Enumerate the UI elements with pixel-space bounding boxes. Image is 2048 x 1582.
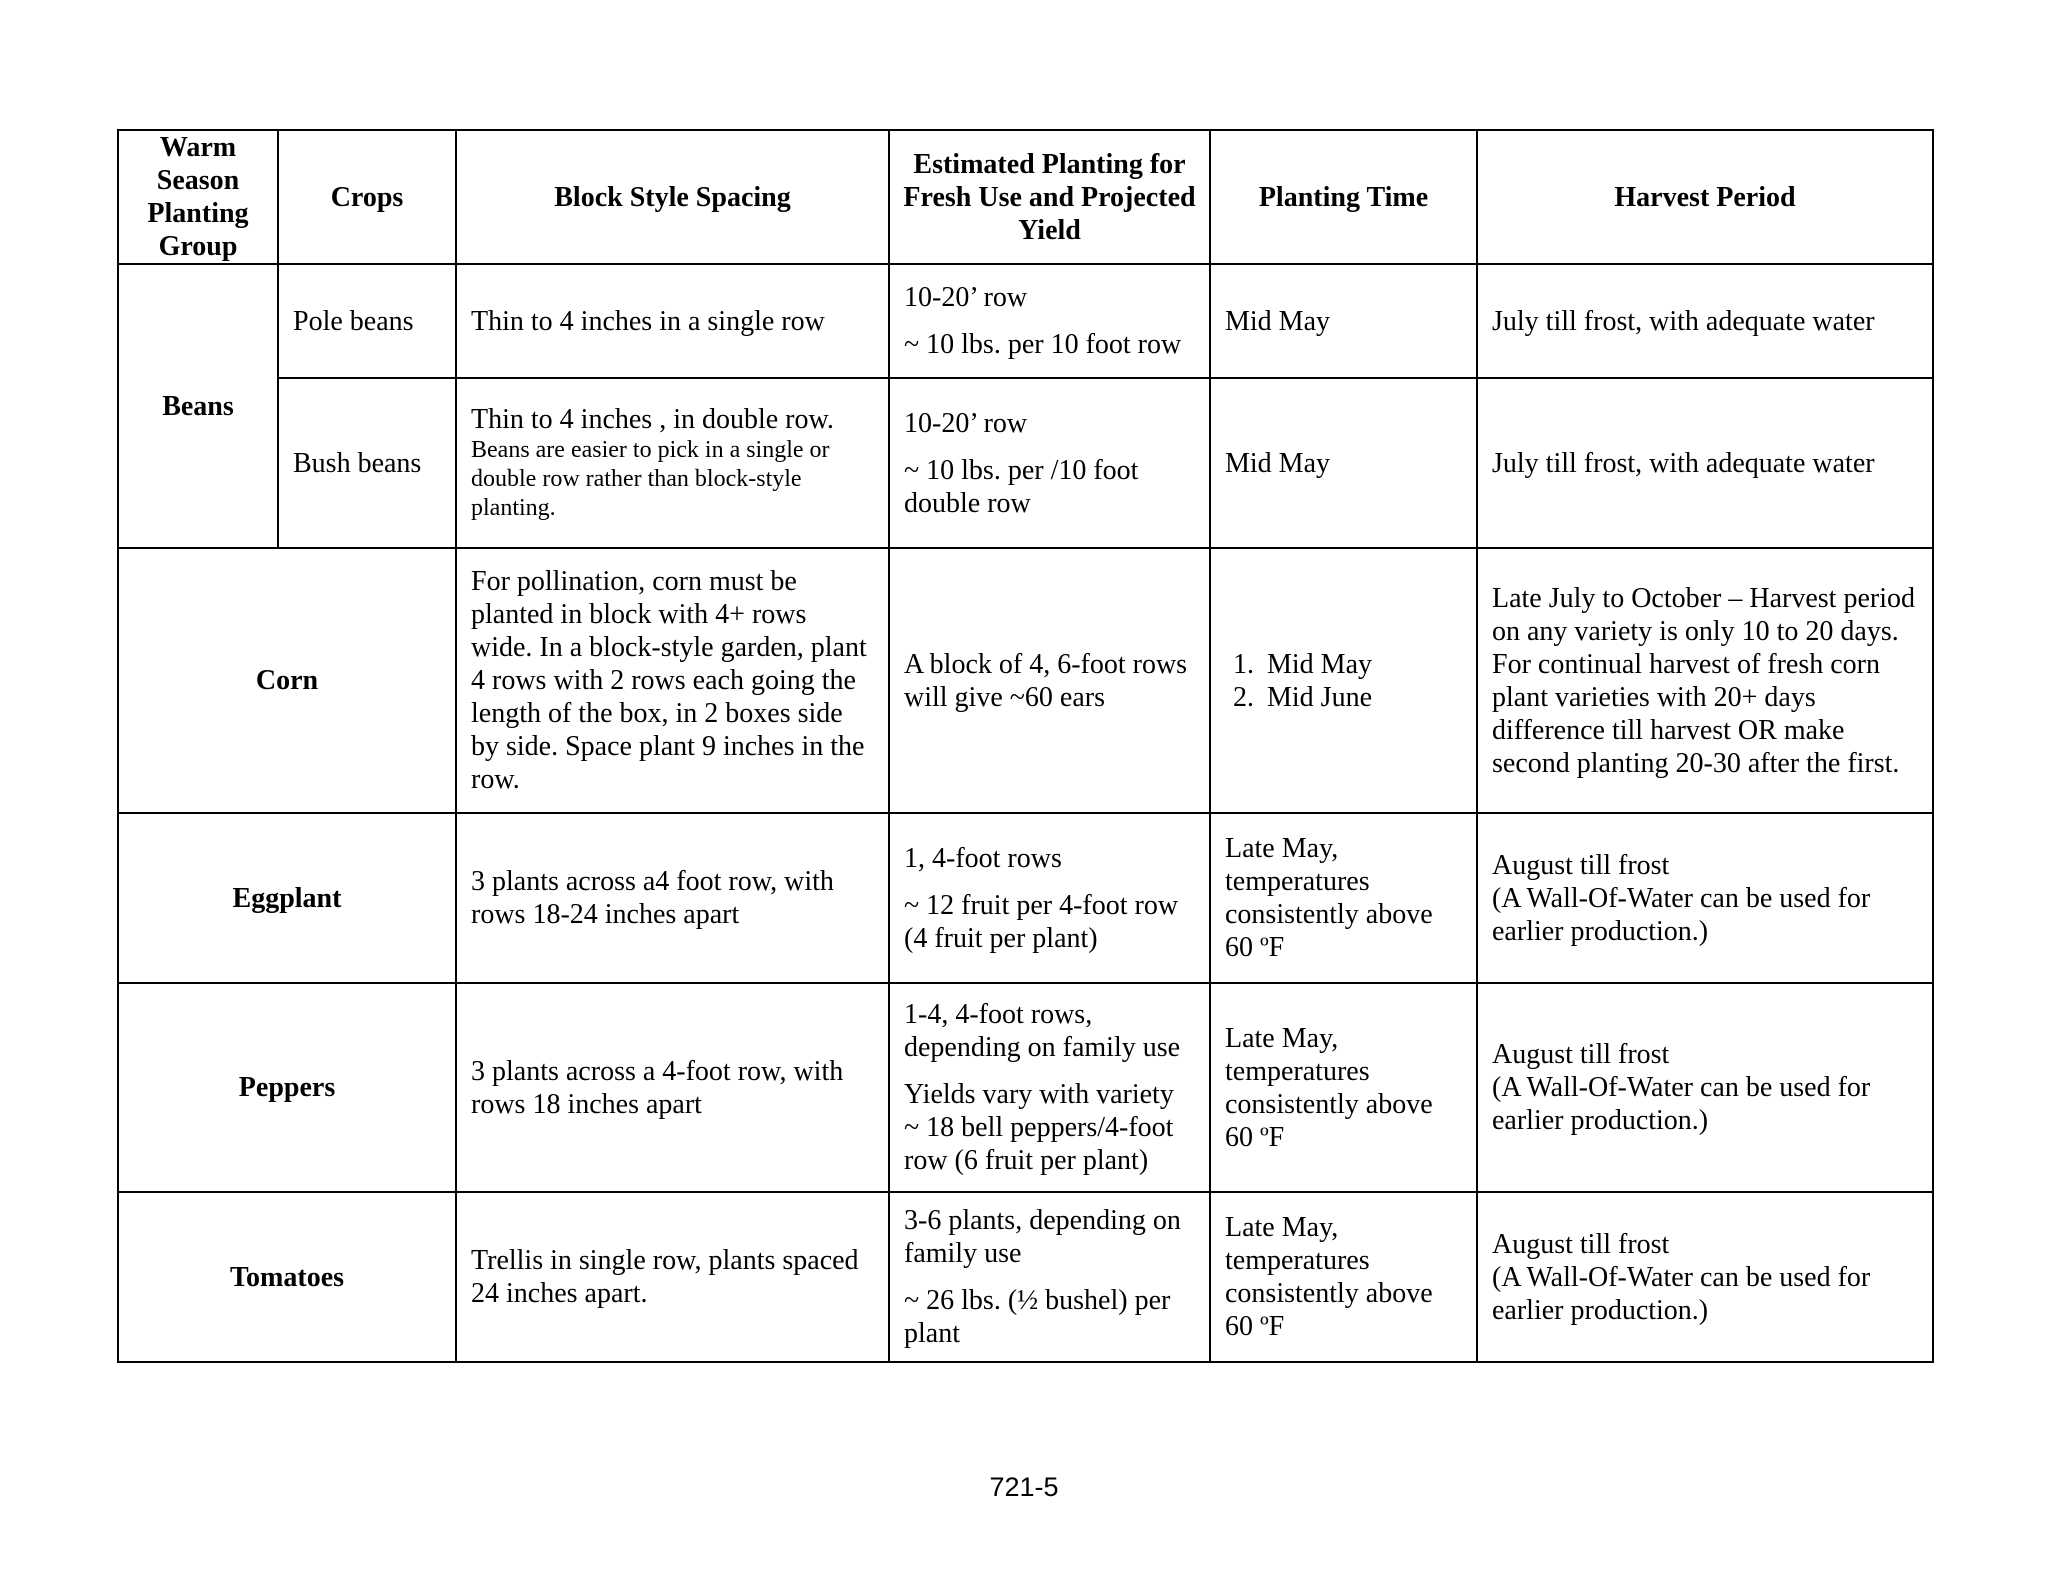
time-corn-first: 1. Mid May: [1261, 648, 1462, 681]
group-peppers: Peppers: [118, 983, 456, 1192]
group-beans: Beans: [118, 264, 278, 548]
estimate-peppers-rows: 1-4, 4-foot rows, depending on family use: [904, 999, 1181, 1064]
harvest-peppers-main: August till frost: [1492, 1039, 1670, 1071]
estimate-pole-beans-row: 10-20’ row: [904, 282, 1028, 314]
group-eggplant: Eggplant: [118, 813, 456, 983]
estimate-bush-beans: [889, 378, 1210, 548]
estimate-corn: A block of 4, 6-foot rows will give ~60 ears: [889, 548, 1210, 813]
page-number: 721-5: [989, 1472, 1059, 1502]
estimate-peppers-yield: Yields vary with variety ~ 18 bell peppers/4-foot row (6 fruit per plant): [904, 1079, 1174, 1177]
spacing-bush-beans-note: Beans are easier to pick in a single or double row rather than block-style planting.: [471, 437, 830, 522]
time-corn-second: 2. Mid June: [1261, 681, 1462, 714]
time-tomatoes: Late May, temperatures consistently above 60 ºF: [1210, 1192, 1477, 1362]
harvest-eggplant-main: August till frost: [1492, 849, 1670, 881]
harvest-peppers: [1477, 983, 1933, 1192]
time-corn-list: [1225, 648, 1462, 714]
header-estimate: Estimated Planting for Fresh Use and Projected Yield: [889, 130, 1210, 264]
crop-bush-beans: Bush beans: [278, 378, 456, 548]
time-peppers: Late May, temperatures consistently above 60 ºF: [1210, 983, 1477, 1192]
header-spacing: Block Style Spacing: [456, 130, 889, 264]
estimate-bush-beans-row: 10-20’ row: [904, 407, 1028, 439]
estimate-eggplant-rows: 1, 4-foot rows: [904, 842, 1062, 874]
harvest-tomatoes-main: August till frost: [1492, 1228, 1670, 1260]
group-tomatoes: Tomatoes: [118, 1192, 456, 1362]
estimate-eggplant-yield: ~ 12 fruit per 4-foot row (4 fruit per plant): [904, 889, 1179, 954]
estimate-tomatoes-yield: ~ 26 lbs. (½ bushel) per plant: [904, 1285, 1171, 1350]
table-row-pole-beans: [118, 264, 1933, 378]
table-row-bush-beans: [118, 378, 1933, 548]
estimate-peppers: [889, 983, 1210, 1192]
estimate-bush-beans-yield: ~ 10 lbs. per /10 foot double row: [904, 454, 1139, 519]
estimate-pole-beans: [889, 264, 1210, 378]
harvest-eggplant: [1477, 813, 1933, 983]
estimate-eggplant: [889, 813, 1210, 983]
planting-table: [117, 129, 1934, 1363]
spacing-bush-beans-main: Thin to 4 inches , in double row.: [471, 404, 834, 436]
spacing-bush-beans: [456, 378, 889, 548]
table-row-eggplant: [118, 813, 1933, 983]
header-crops: Crops: [278, 130, 456, 264]
estimate-tomatoes-plants: 3-6 plants, depending on family use: [904, 1205, 1181, 1270]
time-pole-beans: Mid May: [1210, 264, 1477, 378]
harvest-corn: Late July to October – Harvest period on any variety is only 10 to 20 days. For continual harvest of fresh corn plant varieties with 20+ days difference till harvest OR make second planting 20-30 after the first.: [1477, 548, 1933, 813]
header-planting-time: Planting Time: [1210, 130, 1477, 264]
spacing-pole-beans: Thin to 4 inches in a single row: [456, 264, 889, 378]
table-row-peppers: [118, 983, 1933, 1192]
harvest-bush-beans: July till frost, with adequate water: [1477, 378, 1933, 548]
header-row: [118, 130, 1933, 264]
time-corn: [1210, 548, 1477, 813]
spacing-corn: For pollination, corn must be planted in block with 4+ rows wide. In a block-style garden, plant 4 rows with 2 rows each going the length of the box, in 2 boxes side by side. Space plant 9 inches in the row.: [456, 548, 889, 813]
harvest-tomatoes-note: (A Wall-Of-Water can be used for earlier production.): [1492, 1261, 1871, 1326]
estimate-tomatoes: [889, 1192, 1210, 1362]
header-planting-group: Warm Season Planting Group: [118, 130, 278, 264]
header-harvest: Harvest Period: [1477, 130, 1933, 264]
table-row-tomatoes: [118, 1192, 1933, 1362]
time-bush-beans: Mid May: [1210, 378, 1477, 548]
table-row-corn: [118, 548, 1933, 813]
group-corn: Corn: [118, 548, 456, 813]
harvest-peppers-note: (A Wall-Of-Water can be used for earlier production.): [1492, 1072, 1871, 1137]
harvest-tomatoes: [1477, 1192, 1933, 1362]
time-eggplant: Late May, temperatures consistently above 60 ºF: [1210, 813, 1477, 983]
harvest-eggplant-note: (A Wall-Of-Water can be used for earlier production.): [1492, 882, 1871, 947]
spacing-eggplant: 3 plants across a4 foot row, with rows 18-24 inches apart: [456, 813, 889, 983]
harvest-pole-beans: July till frost, with adequate water: [1477, 264, 1933, 378]
spacing-tomatoes: Trellis in single row, plants spaced 24 inches apart.: [456, 1192, 889, 1362]
crop-pole-beans: Pole beans: [278, 264, 456, 378]
estimate-pole-beans-yield: ~ 10 lbs. per 10 foot row: [904, 329, 1182, 361]
spacing-peppers: 3 plants across a 4-foot row, with rows 18 inches apart: [456, 983, 889, 1192]
